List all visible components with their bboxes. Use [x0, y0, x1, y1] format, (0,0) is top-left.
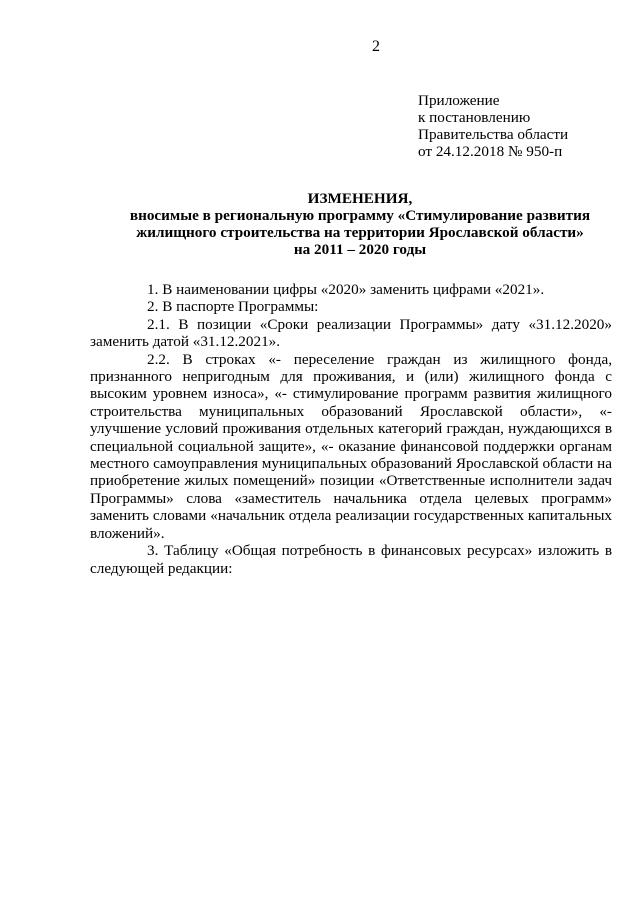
paragraph: 3. Таблицу «Общая потребность в финансовых ресурсах» изложить в следующей редакции:: [90, 542, 612, 577]
appendix-line: Правительства области: [418, 126, 569, 143]
document-body: [90, 281, 612, 577]
paragraph: 2.1. В позиции «Сроки реализации Программы» дату «31.12.2020» заменить датой «31.12.2021».: [90, 315, 612, 351]
appendix-line: от 24.12.2018 № 950-п: [418, 143, 563, 160]
title-line: жилищного строительства на территории Ярославской области»: [136, 224, 584, 241]
appendix-block: [418, 92, 568, 160]
appendix-line: к постановлению: [418, 109, 531, 126]
title-line: вносимые в региональную программу «Стимулирование развития: [129, 207, 591, 224]
document-title: [90, 190, 630, 258]
paragraph: 2. В паспорте Программы:: [147, 298, 319, 316]
paragraph: 1. В наименовании цифры «2020» заменить цифрами «2021».: [147, 281, 545, 298]
title-heading: ИЗМЕНЕНИЯ,: [307, 190, 413, 207]
appendix-line: Приложение: [418, 92, 500, 109]
page-number: 2: [372, 38, 380, 55]
title-line: на 2011 – 2020 годы: [293, 241, 427, 258]
paragraph: 2.2. В строках «- переселение граждан из жилищного фонда, признанного непригодным для проживания, и (или) жилищного фонда с высоким уровнем износа», «- стимулирование программ развития жилищного строительства муниципальных образований Ярославской области», «- улучшение условий проживания отдельных категорий граждан, нуждающихся в специальной социальной защите», «- оказание финансовой поддержки органам местного самоуправления муниципальных образований Ярославской области на приобретение жилых помещений» позиции «Ответственные исполнители задач Программы» слова «заместитель начальника отдела целевых программ» заменить словами «начальник отдела реализации государственных капитальных вложений».: [90, 350, 612, 542]
